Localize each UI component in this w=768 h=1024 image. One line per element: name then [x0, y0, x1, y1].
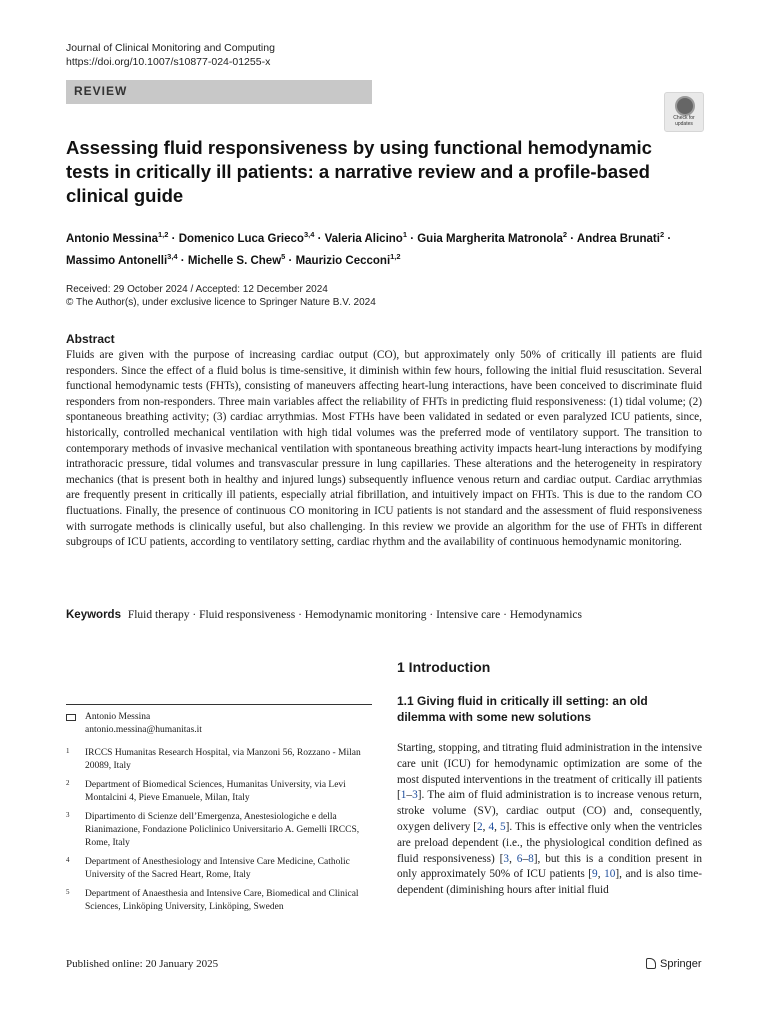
author-affiliation-marker: 3,4	[303, 230, 315, 239]
author-affiliation-marker: 1,2	[158, 230, 169, 239]
publisher-name: Springer	[660, 958, 702, 970]
abstract-heading: Abstract	[66, 332, 115, 346]
author-name[interactable]: Maurizio Cecconi	[295, 254, 391, 267]
affiliation-number: 1	[66, 747, 70, 755]
author-name[interactable]: Antonio Messina	[66, 232, 159, 245]
affiliation-item	[66, 856, 372, 882]
author-name[interactable]: Andrea Brunati	[576, 232, 660, 245]
citation-link[interactable]: 6	[516, 852, 523, 865]
author-affiliation-marker: 5	[281, 251, 286, 261]
paragraph-text: –	[522, 852, 529, 865]
citation-link[interactable]: 5	[499, 820, 506, 833]
article-dates	[66, 283, 376, 309]
author-name[interactable]: Guia Margherita Matronola	[417, 232, 563, 245]
author-list: Antonio Messina$^{1,2}$ · Domenico Luca Grieco$^{3,4}$ · Valeria Alicino$^1$ · Guia Margherita Matronola$^2$ · Andrea Brunati$^2$ · Massimo Antonelli$^{3,4}$ · Michelle S. Chew$^5$ · Maurizio Cecconi$^{1,2}$	[66, 230, 672, 267]
paragraph-text: ,	[597, 868, 605, 881]
contact-name: Antonio Messina	[85, 712, 151, 722]
paragraph-text: ,	[482, 820, 489, 833]
paragraph-text: Starting, stopping, and titrating fluid administration in the intensive care unit (ICU) for hemodynamic optimization are some of the most disputed interventions in the treatment of critically ill patients [	[397, 742, 702, 802]
citation-link[interactable]: 10	[604, 868, 616, 881]
paragraph-text: ], and is also time-dependent (diminishing hours after initial fluid	[397, 868, 702, 897]
subsection-heading: 1.1 Giving fluid in critically ill setting: an old dilemma with some new solutions	[397, 694, 648, 724]
citation-link[interactable]: 1	[400, 789, 407, 802]
author-name[interactable]: Michelle S. Chew	[187, 254, 282, 267]
affiliation-item	[66, 779, 372, 805]
author-name[interactable]: Massimo Antonelli	[66, 254, 168, 267]
article-type-label: REVIEW	[74, 84, 128, 98]
publisher-logo	[646, 958, 702, 970]
received-accepted: Received: 29 October 2024 / Accepted: 12 December 2024	[66, 284, 328, 295]
author-affiliation-marker: 2	[562, 230, 568, 239]
paragraph-text: ]. This is effective only when the ventricles are preload dependent (i.e., the physiological condition defined as fluid responsiveness) [	[397, 820, 703, 865]
article-type-band	[66, 80, 372, 104]
journal-name: Journal of Clinical Monitoring and Computing	[66, 42, 275, 54]
affiliation-text: Department of Anesthesiology and Intensive Care Medicine, Catholic University of the Sacred Heart, Rome, Italy	[85, 857, 350, 880]
affiliation-item	[66, 747, 372, 773]
author-name[interactable]: Valeria Alicino	[324, 232, 403, 245]
paragraph-text: ,	[494, 820, 500, 833]
introduction-paragraph	[397, 741, 702, 899]
affiliation-text: Department of Anaesthesia and Intensive Care, Biomedical and Clinical Sciences, Linköping University, Linköping, Sweden	[85, 889, 359, 912]
affiliation-item	[66, 811, 372, 850]
affiliations-list	[66, 747, 372, 920]
footnote-divider	[66, 704, 372, 705]
paragraph-text: ], but this is a condition present in only approximately 50% of ICU patients [	[397, 852, 702, 881]
update-check-icon	[675, 96, 695, 116]
affiliation-text: IRCCS Humanitas Research Hospital, via Manzoni 56, Rozzano - Milan 20089, Italy	[85, 748, 361, 771]
author-affiliation-marker: 1	[402, 230, 407, 239]
envelope-icon	[66, 714, 76, 721]
published-online: Published online: 20 January 2025	[66, 958, 219, 970]
article-title: Assessing fluid responsiveness by using functional hemodynamic tests in critically ill patients: a narrative review and a profile-based clinical guide	[66, 137, 652, 206]
citation-link[interactable]: 2	[477, 820, 483, 833]
citation-link[interactable]: 9	[592, 868, 598, 881]
affiliation-number: 2	[66, 779, 70, 787]
author-affiliation-marker: 1,2	[390, 251, 401, 261]
copyright-line: © The Author(s), under exclusive licence to Springer Nature B.V. 2024	[66, 297, 376, 308]
abstract-text: Fluids are given with the purpose of increasing cardiac output (CO), but approximately only 50% of critically ill patients are fluid responders. Since the effect of a fluid bolus is time-sensitive, it diminish within few hours, following the initial fluid resuscitation. Several functional hemodynamic tests (FHTs), consisting of maneuvers affecting heart-lung interactions, have been conceived to discriminate fluid responders from non-responders. Three main variables affect the reliability of FHTs in predicting fluid responsiveness: (1) tidal volume; (2) spontaneous breathing activity; (3) cardiac arrythmias. Most FTHs have been validated in sedated or even paralyzed ICU patients, since, historically, controlled mechanical ventilation with high tidal volumes was the preferred mode of ventilatory support. The transition to contemporary methods of invasive mechanical ventilation with spontaneous breathing activity impacts heart-lung interactions by modifying intrathoracic pressure, tidal volumes and transvascular pressure in lung capillaries. These alterations and the heterogeneity in respiratory mechanics (that is present both in healthy and injured lungs) subsequently influence venous return and cardiac output. Cardiac arrythmias are frequently present in critically ill patients, especially atrial fibrillation, and intuitively impact on FHTs. This is due to the random CO fluctuations. Finally, the presence of continuous CO monitoring in ICU patients is not standard and the assessment of fluid responsiveness with surrogate methods is clinically useful, but also challenging. In this review we provide an algorithm for the use of FHTs in different subgroups of ICU patients, according to ventilatory setting, cardiac rhythm and the availability of continuous hemodynamic monitoring.	[66, 349, 702, 549]
affiliation-number: 3	[66, 811, 70, 819]
author-affiliation-marker: 2	[659, 230, 665, 239]
affiliation-text: Department of Biomedical Sciences, Humanitas University, via Levi Montalcini 4, Pieve Emanuele, Milan, Italy	[85, 780, 346, 803]
keywords-label: Keywords	[66, 609, 121, 621]
journal-doi[interactable]: https://doi.org/10.1007/s10877-024-01255-x	[66, 56, 271, 68]
check-for-updates-badge[interactable]	[664, 92, 704, 132]
author-affiliation-marker: 3,4	[167, 251, 178, 261]
keywords-list: Fluid therapy · Fluid responsiveness · Hemodynamic monitoring · Intensive care · Hemodynamics	[127, 609, 582, 621]
journal-header	[66, 41, 275, 69]
author-name[interactable]: Domenico Luca Grieco	[178, 232, 304, 245]
affiliation-number: 4	[66, 856, 70, 864]
paragraph-text: –	[406, 789, 413, 802]
citation-link[interactable]: 3	[503, 852, 510, 865]
paragraph-text: ]. The aim of fluid administration is to increase venous return, stroke volume (SV), cardiac output (CO) and, consequently, oxygen delivery [	[397, 789, 702, 833]
citation-link[interactable]: 4	[488, 820, 495, 833]
contact-email[interactable]: antonio.messina@humanitas.it	[85, 725, 202, 735]
section-heading-introduction: 1 Introduction	[397, 659, 491, 675]
affiliation-number: 5	[66, 888, 70, 896]
keywords	[66, 607, 706, 623]
badge-text: Check for updates	[673, 115, 695, 127]
citation-link[interactable]: 3	[412, 789, 418, 802]
citation-link[interactable]: 8	[528, 852, 534, 865]
paragraph-text: ,	[509, 852, 517, 865]
affiliation-text: Dipartimento di Scienze dell’Emergenza, Anestesiologiche e della Rianimazione, Fondazione Policlinico Universitario A. Gemelli IRCCS, Rome, Italy	[85, 812, 360, 848]
affiliation-item	[66, 888, 372, 914]
springer-horse-icon	[646, 958, 656, 969]
